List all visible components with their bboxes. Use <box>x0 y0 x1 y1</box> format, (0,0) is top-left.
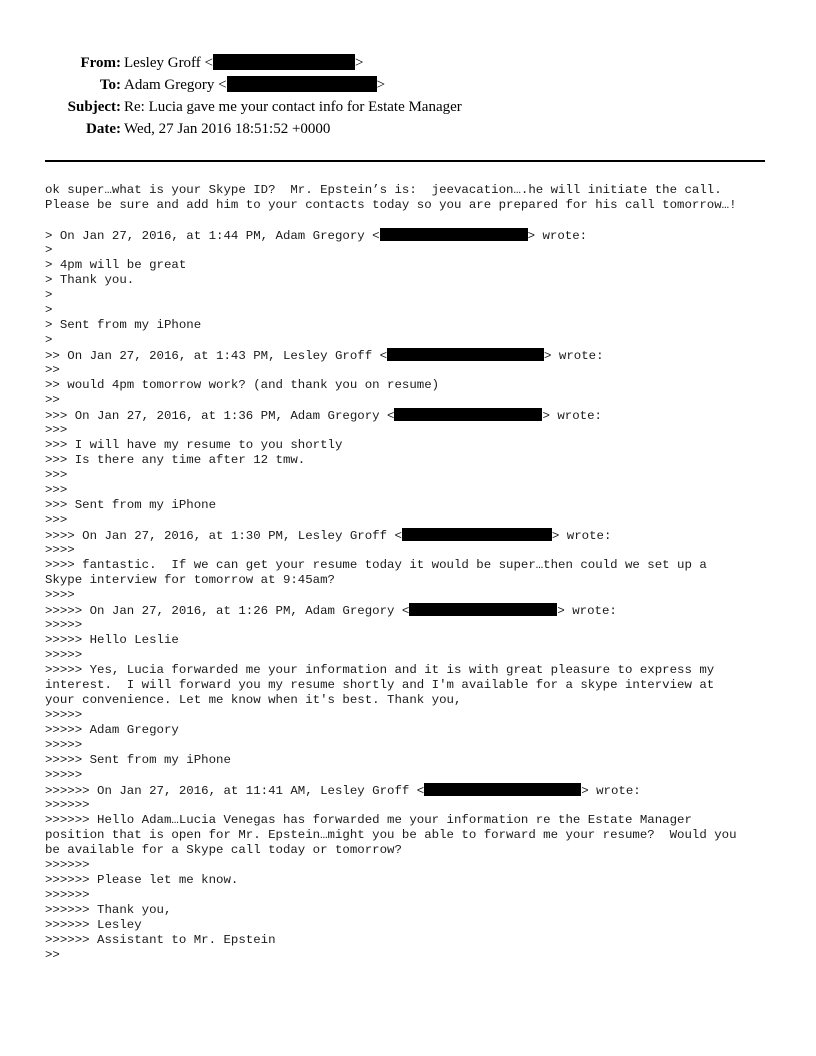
email-line <box>45 303 785 318</box>
email-line <box>45 423 785 438</box>
subject-label: Subject: <box>67 99 121 115</box>
email-line-text: >>>> <box>45 588 75 602</box>
email-line-text: >>>>> <box>45 708 83 722</box>
email-line-text: Please be sure and add him to your contacts today so you are prepared for his call tomorrow…! <box>45 198 737 212</box>
email-line <box>45 258 785 273</box>
email-line <box>45 813 785 828</box>
email-line-suffix: > wrote: <box>581 784 641 798</box>
email-line-text: >>> <box>45 513 68 527</box>
email-line <box>45 408 785 423</box>
email-line-text: >>> <box>45 468 68 482</box>
email-line-text: >>>>>> <box>45 798 90 812</box>
email-line-text: >>>>> Hello Leslie <box>45 633 179 647</box>
email-line <box>45 438 785 453</box>
email-line <box>45 738 785 753</box>
to-label: To: <box>99 77 121 93</box>
email-body <box>45 183 785 963</box>
email-line <box>45 498 785 513</box>
date-label: Date: <box>86 121 121 137</box>
email-line-text: >> would 4pm tomorrow work? (and thank you on resume) <box>45 378 440 392</box>
email-line-suffix: > wrote: <box>557 604 617 618</box>
email-line-text: >> <box>45 948 60 962</box>
email-line-text: >>> Is there any time after 12 tmw. <box>45 453 306 467</box>
email-line <box>45 348 785 363</box>
date-value: Wed, 27 Jan 2016 18:51:52 +0000 <box>124 121 331 137</box>
email-line-text: Skype interview for tomorrow at 9:45am? <box>45 573 335 587</box>
email-line-text: >> <box>45 393 60 407</box>
email-line-text: interest. I will forward you my resume shortly and I'm available for a skype interview at <box>45 678 715 692</box>
email-line <box>45 273 785 288</box>
email-line-text: position that is open for Mr. Epstein…might you be able to forward me your resume? Would you <box>45 828 737 842</box>
email-line <box>45 588 785 603</box>
email-line <box>45 573 785 588</box>
email-line <box>45 903 785 918</box>
to-name: Adam Gregory < <box>124 77 227 93</box>
email-line-text: >>>> <box>45 543 75 557</box>
email-line <box>45 873 785 888</box>
email-line <box>45 783 785 798</box>
email-line <box>45 708 785 723</box>
subject-value: Re: Lucia gave me your contact info for Estate Manager <box>124 99 462 115</box>
email-line-text: >>> <box>45 483 68 497</box>
email-line <box>45 483 785 498</box>
email-line-text: >>>>>> <box>45 858 90 872</box>
redaction-bar <box>387 348 544 361</box>
email-line <box>45 378 785 393</box>
header-divider <box>45 160 765 162</box>
redaction-bar <box>213 54 355 70</box>
email-line-text: be available for a Skype call today or tomorrow? <box>45 843 402 857</box>
email-line <box>45 528 785 543</box>
email-line-text: >>>>>> Please let me know. <box>45 873 239 887</box>
redaction-bar <box>409 603 557 616</box>
email-line-text: >>>>>> Thank you, <box>45 903 172 917</box>
email-line <box>45 183 785 198</box>
email-line <box>45 558 785 573</box>
email-line-text: > Sent from my iPhone <box>45 318 202 332</box>
email-line-text: >> On Jan 27, 2016, at 1:43 PM, Lesley Groff < <box>45 349 388 363</box>
email-line <box>45 768 785 783</box>
email-line-text: >>> Sent from my iPhone <box>45 498 217 512</box>
email-line <box>45 243 785 258</box>
email-line-text: >>>>>> Hello Adam…Lucia Venegas has forwarded me your information re the Estate Manager <box>45 813 692 827</box>
email-line <box>45 678 785 693</box>
email-line-suffix: > wrote: <box>551 529 612 543</box>
email-line-suffix: > wrote: <box>544 349 604 363</box>
redaction-bar <box>402 528 552 541</box>
email-line <box>45 858 785 873</box>
from-value: Lesley Groff < > <box>124 55 364 71</box>
email-line-suffix: > wrote: <box>542 409 602 423</box>
email-line-text: >>>>> <box>45 618 83 632</box>
email-line <box>45 228 785 243</box>
email-line <box>45 543 785 558</box>
email-line <box>45 453 785 468</box>
email-line <box>45 753 785 768</box>
email-line-text: >>> On Jan 27, 2016, at 1:36 PM, Adam Gregory < <box>45 409 395 423</box>
email-line-text: >>>>>> Assistant to Mr. Epstein <box>45 933 276 947</box>
email-line <box>45 363 785 378</box>
email-line <box>45 918 785 933</box>
email-line-text: >>>>> <box>45 768 83 782</box>
email-line-text: >>>>>> On Jan 27, 2016, at 11:41 AM, Lesley Groff < <box>45 784 425 798</box>
email-line-text: >>>>>> Lesley <box>45 918 142 932</box>
email-line-text: >> <box>45 363 60 377</box>
email-line <box>45 393 785 408</box>
redaction-bar <box>424 783 581 796</box>
redaction-bar <box>380 228 528 241</box>
email-line-text: > Thank you. <box>45 273 135 287</box>
redaction-bar <box>394 408 542 421</box>
email-line-text: > 4pm will be great <box>45 258 187 272</box>
email-line <box>45 468 785 483</box>
email-line <box>45 618 785 633</box>
email-line-text: > On Jan 27, 2016, at 1:44 PM, Adam Gregory < <box>45 229 380 243</box>
email-line-suffix: > wrote: <box>527 229 588 243</box>
email-line <box>45 948 785 963</box>
email-line <box>45 603 785 618</box>
email-line-text: >>>> fantastic. If we can get your resume today it would be super…then could we set up a <box>45 558 707 572</box>
email-line-text: > <box>45 303 53 317</box>
email-line <box>45 798 785 813</box>
email-line <box>45 288 785 303</box>
email-line <box>45 723 785 738</box>
email-line-text: >>> I will have my resume to you shortly <box>45 438 343 452</box>
email-line-text: >>>>> Adam Gregory <box>45 723 179 737</box>
email-line-text: > <box>45 333 53 347</box>
email-line-text: > <box>45 288 53 302</box>
email-line-text: your convenience. Let me know when it's best. Thank you, <box>45 693 462 707</box>
email-line-text: >>>> On Jan 27, 2016, at 1:30 PM, Lesley Groff < <box>45 529 402 543</box>
email-line <box>45 933 785 948</box>
email-line <box>45 633 785 648</box>
email-line-text: >>>>> Sent from my iPhone <box>45 753 231 767</box>
email-line <box>45 693 785 708</box>
email-line <box>45 828 785 843</box>
email-line <box>45 663 785 678</box>
email-line <box>45 198 785 213</box>
from-name: Lesley Groff < <box>124 55 213 71</box>
email-line <box>45 213 785 228</box>
email-line <box>45 648 785 663</box>
email-line-text: ok super…what is your Skype ID? Mr. Epstein’s is: jeevacation….he will initiate the call. <box>45 183 722 197</box>
email-line <box>45 513 785 528</box>
email-line-text: >>>>> <box>45 738 83 752</box>
email-line-text: >>>>> On Jan 27, 2016, at 1:26 PM, Adam Gregory < <box>45 604 410 618</box>
email-line-text: >>>>> Yes, Lucia forwarded me your information and it is with great pleasure to express my <box>45 663 715 677</box>
email-line <box>45 888 785 903</box>
redaction-bar <box>227 76 377 92</box>
email-line-text: >>>>>> <box>45 888 90 902</box>
email-line-text: > <box>45 243 53 257</box>
email-line <box>45 318 785 333</box>
email-line <box>45 843 785 858</box>
email-line <box>45 333 785 348</box>
to-value: Adam Gregory < > <box>124 77 386 93</box>
from-label: From: <box>80 55 121 71</box>
email-line-text: >>>>> <box>45 648 83 662</box>
email-line-text: >>> <box>45 423 68 437</box>
